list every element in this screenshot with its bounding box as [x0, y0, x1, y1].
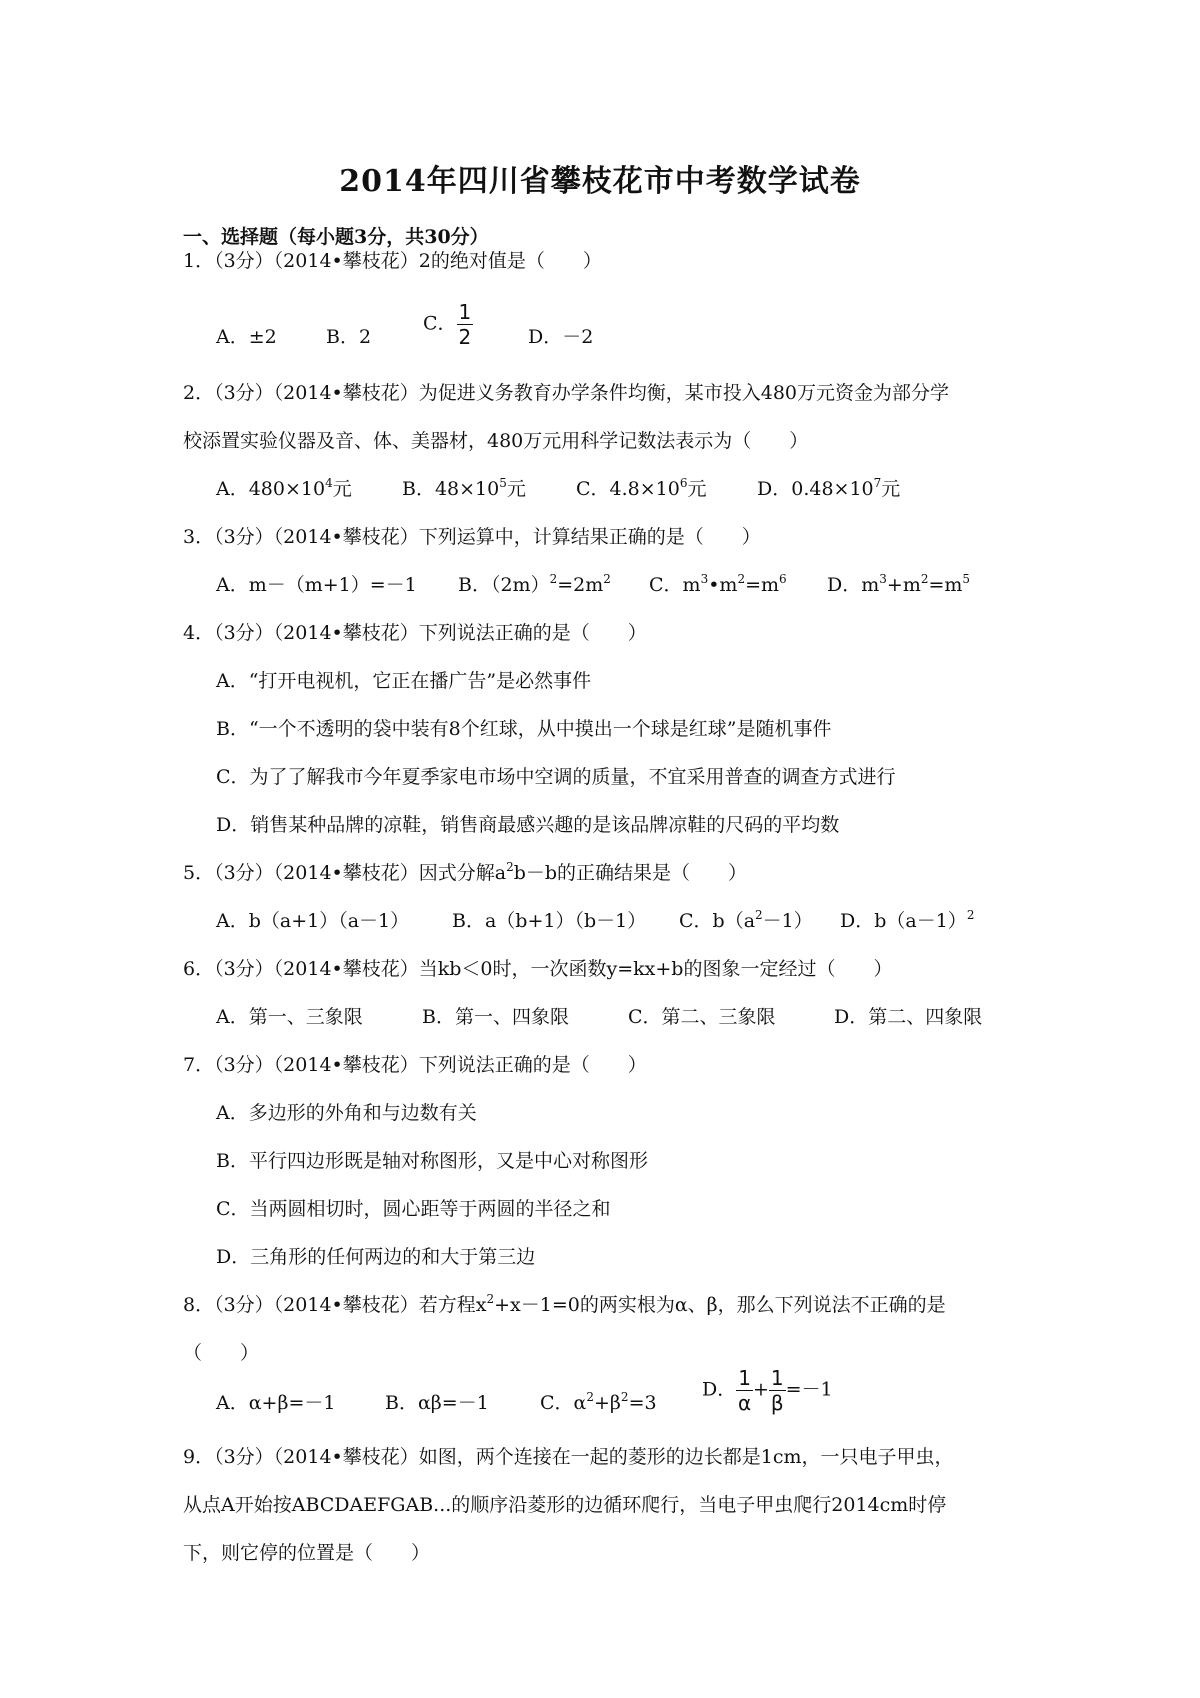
section-heading: 一、选择题（每小题3分，共30分） — [183, 226, 489, 248]
option-d-part-1: D．m — [827, 574, 880, 596]
option-b — [402, 474, 526, 501]
question-8-stem-part-1: 8．（3分）（2014•攀枝花）若方程x — [183, 1294, 487, 1316]
question-4-stem: 4．（3分）（2014•攀枝花）下列说法正确的是（ ） — [183, 622, 647, 644]
option-a — [216, 474, 352, 501]
option-c-exponent-1: 3 — [700, 572, 709, 586]
option-a-unit: 元 — [332, 478, 352, 500]
option-c-exponent-3: 6 — [779, 572, 787, 586]
fraction-denominator: β — [770, 1391, 784, 1415]
fraction-one-over-alpha — [736, 1368, 753, 1413]
option-b-exponent-2: 2 — [603, 572, 611, 586]
fraction-numerator: 1 — [770, 1366, 784, 1390]
question-8-stem-line-1 — [183, 1290, 946, 1317]
question-7-stem: 7．（3分）（2014•攀枝花）下列说法正确的是（ ） — [183, 1054, 647, 1076]
fraction-denominator: 2 — [458, 325, 472, 349]
option-c — [576, 474, 707, 501]
option-c: C．第二、三象限 — [628, 1006, 776, 1028]
fraction-one-over-beta — [769, 1368, 786, 1413]
option-c-exponent-1: 2 — [586, 1390, 595, 1404]
option-c — [679, 906, 813, 933]
option-c-part-2: +β — [594, 1392, 621, 1414]
question-8-stem-part-2: +x－1=0的两实根为α、β，那么下列说法不正确的是 — [494, 1294, 946, 1316]
option-d-label: D． — [702, 1378, 737, 1401]
option-d-part-2: +m — [886, 574, 921, 596]
option-d-exponent-3: 5 — [962, 572, 971, 586]
option-b-exponent: 5 — [499, 476, 507, 490]
question-2-stem-line-1: 2．（3分）（2014•攀枝花）为促进义务教育办学条件均衡，某市投入480万元资金为部分学 — [183, 382, 950, 404]
option-b-base: B．48×10 — [402, 478, 500, 500]
question-5-stem — [183, 858, 747, 885]
option-b: B．第一、四象限 — [422, 1006, 569, 1028]
option-d: D．第二、四象限 — [834, 1006, 983, 1028]
option-d — [702, 1368, 833, 1413]
option-c-part-2: －1） — [762, 910, 813, 932]
option-d-exponent-2: 2 — [920, 572, 929, 586]
option-b: B．2 — [326, 326, 372, 348]
question-8-stem-exponent: 2 — [486, 1292, 495, 1306]
option-c-part-1: C．m — [649, 574, 701, 596]
option-d-part-1: D．b（a－1） — [840, 910, 967, 932]
option-d-exponent: 7 — [873, 476, 882, 490]
option-c-exponent-2: 2 — [737, 572, 746, 586]
option-a-base: A．480×10 — [216, 478, 326, 500]
option-c-exponent-2: 2 — [620, 1390, 629, 1404]
plus-sign: + — [752, 1378, 769, 1401]
option-a: A．±2 — [216, 326, 277, 348]
option-a: A．b（a+1）（a－1） — [216, 910, 410, 932]
option-d-part-3: =m — [928, 574, 963, 596]
fraction-numerator: 1 — [738, 1366, 751, 1390]
question-7-option-b: B．平行四边形既是轴对称图形，又是中心对称图形 — [216, 1150, 648, 1172]
option-d — [840, 906, 974, 933]
option-c-part-1: C．α — [540, 1392, 587, 1414]
option-c-exponent: 6 — [679, 476, 688, 490]
option-a-exponent: 4 — [325, 476, 333, 490]
option-c-base: C．4.8×10 — [576, 478, 680, 500]
option-b-part-2: =2m — [557, 574, 604, 596]
option-d: D．－2 — [528, 326, 594, 348]
question-6-stem: 6．（3分）（2014•攀枝花）当kb＜0时，一次函数y=kx+b的图象一定经过（ ） — [183, 958, 893, 980]
question-9-stem-line-1: 9．（3分）（2014•攀枝花）如图，两个连接在一起的菱形的边长都是1cm，一只电子甲虫， — [183, 1446, 954, 1468]
option-d-tail: =－1 — [785, 1378, 833, 1401]
option-c-label: C． — [423, 312, 457, 335]
option-b-exponent-1: 2 — [549, 572, 558, 586]
question-5-stem-part-2: b－b的正确结果是（ ） — [513, 862, 748, 884]
option-a: A．第一、三象限 — [216, 1006, 363, 1028]
option-b-unit: 元 — [506, 478, 526, 500]
question-4-option-d: D．销售某种品牌的凉鞋，销售商最感兴趣的是该品牌凉鞋的尺码的平均数 — [216, 814, 840, 836]
option-c — [649, 570, 787, 597]
option-b — [458, 570, 611, 597]
fraction-numerator: 1 — [458, 300, 472, 324]
question-5-stem-part-1: 5．（3分）（2014•攀枝花）因式分解a — [183, 862, 507, 884]
question-2-stem-line-2: 校添置实验仪器及音、体、美器材，480万元用科学记数法表示为（ ） — [183, 430, 809, 452]
option-c-part-1: C．b（a — [679, 910, 756, 932]
question-3-stem: 3．（3分）（2014•攀枝花）下列运算中，计算结果正确的是（ ） — [183, 526, 761, 548]
option-c — [423, 302, 473, 347]
option-b: B．αβ=－1 — [385, 1392, 489, 1414]
question-5-stem-exponent: 2 — [506, 860, 514, 874]
fraction-one-half — [457, 302, 474, 347]
question-4-option-c: C．为了了解我市今年夏季家电市场中空调的质量，不宜采用普查的调查方式进行 — [216, 766, 896, 788]
option-c — [540, 1388, 657, 1415]
option-c-part-2: •m — [708, 574, 738, 596]
option-c-part-3: =m — [745, 574, 780, 596]
page-title: 2014年四川省攀枝花市中考数学试卷 — [339, 164, 861, 199]
question-7-option-c: C．当两圆相切时，圆心距等于两圆的半径之和 — [216, 1198, 611, 1220]
option-a: A．α+β=－1 — [216, 1392, 336, 1414]
option-d — [757, 474, 900, 501]
option-b: B．a（b+1）（b－1） — [452, 910, 647, 932]
option-d-exponent: 2 — [966, 908, 975, 922]
option-c-part-3: =3 — [628, 1392, 657, 1414]
question-4-option-a: A．“打开电视机，它正在播广告”是必然事件 — [216, 670, 592, 692]
option-d-base: D．0.48×10 — [757, 478, 874, 500]
option-d-exponent-1: 3 — [879, 572, 887, 586]
option-b-part-1: B．（2m） — [458, 574, 550, 596]
question-9-stem-line-2: 从点A开始按ABCDAEFGAB...的顺序沿菱形的边循环爬行，当电子甲虫爬行2014cm时停 — [183, 1494, 947, 1516]
fraction-denominator: α — [738, 1391, 752, 1415]
question-9-stem-line-3: 下，则它停的位置是（ ） — [183, 1542, 431, 1564]
question-4-option-b: B．“一个不透明的袋中装有8个红球，从中摸出一个球是红球”是随机事件 — [216, 718, 832, 740]
option-d — [827, 570, 970, 597]
question-8-stem-line-2: （ ） — [183, 1342, 260, 1364]
option-a: A．m－（m+1）=－1 — [216, 574, 417, 596]
option-c-unit: 元 — [687, 478, 707, 500]
option-c-exponent: 2 — [755, 908, 763, 922]
question-1-stem: 1．（3分）（2014•攀枝花）2的绝对值是（ ） — [183, 250, 602, 272]
question-7-option-d: D．三角形的任何两边的和大于第三边 — [216, 1246, 536, 1268]
question-7-option-a: A．多边形的外角和与边数有关 — [216, 1102, 477, 1124]
option-d-unit: 元 — [881, 478, 901, 500]
